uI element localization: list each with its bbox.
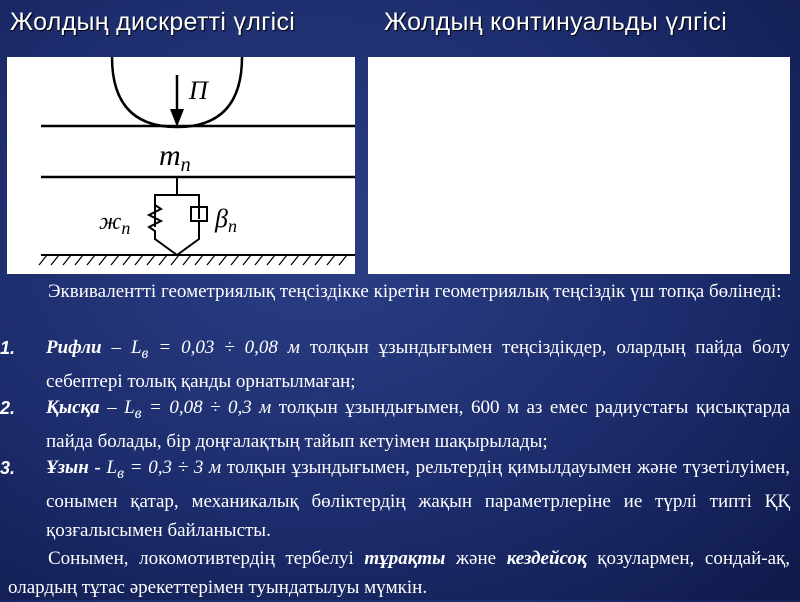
support-legs: [155, 235, 199, 255]
list-number: 2.: [0, 398, 16, 418]
force-label: П: [189, 76, 208, 105]
list-number: 3.: [0, 458, 16, 478]
mass-label: $m_п$: [159, 139, 191, 176]
list-item-text: Қысқа – $L_в = 0,08 \div 0,3$ м толқын ұзындығымен, 600 м аз емес радиустағы қисықтарда пайда болады, бiр доңғалақтың тайып кетуiмен шақырылады;: [46, 397, 791, 453]
ground-hatching: [39, 255, 347, 265]
spring-label: $ж_п$: [99, 209, 131, 238]
title-discrete-model: Жолдың дискретті үлгісі: [10, 8, 296, 36]
continuum-model-figure: [368, 57, 790, 274]
force-arrow-head: [170, 109, 184, 127]
list-item-text: Ұзын - $L_в = 0,3 \div 3$ м толқын ұзындығымен, рельтердiң қимылдауымен және түзетiлуiмен, сонымен қатар, механикалық бөлiктердiң жақын параметрлерiне ие түрлi типтi ҚҚ қозғалысымен байланысты.: [46, 457, 791, 541]
closing-paragraph: Сонымен, локомотивтердiң тербелуi тұрақты және кездейсоқ қозулармен, сондай-ақ, олардың тұтас әрекеттерiмен туындатылуы мүмкiн.: [8, 548, 790, 598]
track-model-diagram: [7, 57, 355, 274]
damper-label: βп: [215, 204, 237, 236]
discrete-model-figure: [7, 57, 355, 274]
intro-paragraph: Эквиваленттi геометриялық теңсiздiкке кiретiн геометриялық теңсiздiк үш топқа бөлiнедi:: [48, 281, 782, 302]
list-item-text: Рифли – $L_в = 0,03 \div 0,08$ м толқын ұзындығымен теңсiздiкдер, олардың пайда болу себептерi толық қанды орнатылмаған;: [46, 337, 790, 393]
slide-body: [0, 274, 800, 600]
title-continuum-model: Жолдың континуальды үлгісі: [384, 8, 728, 36]
list-number: 1.: [0, 338, 16, 358]
support-frame: [155, 195, 199, 227]
